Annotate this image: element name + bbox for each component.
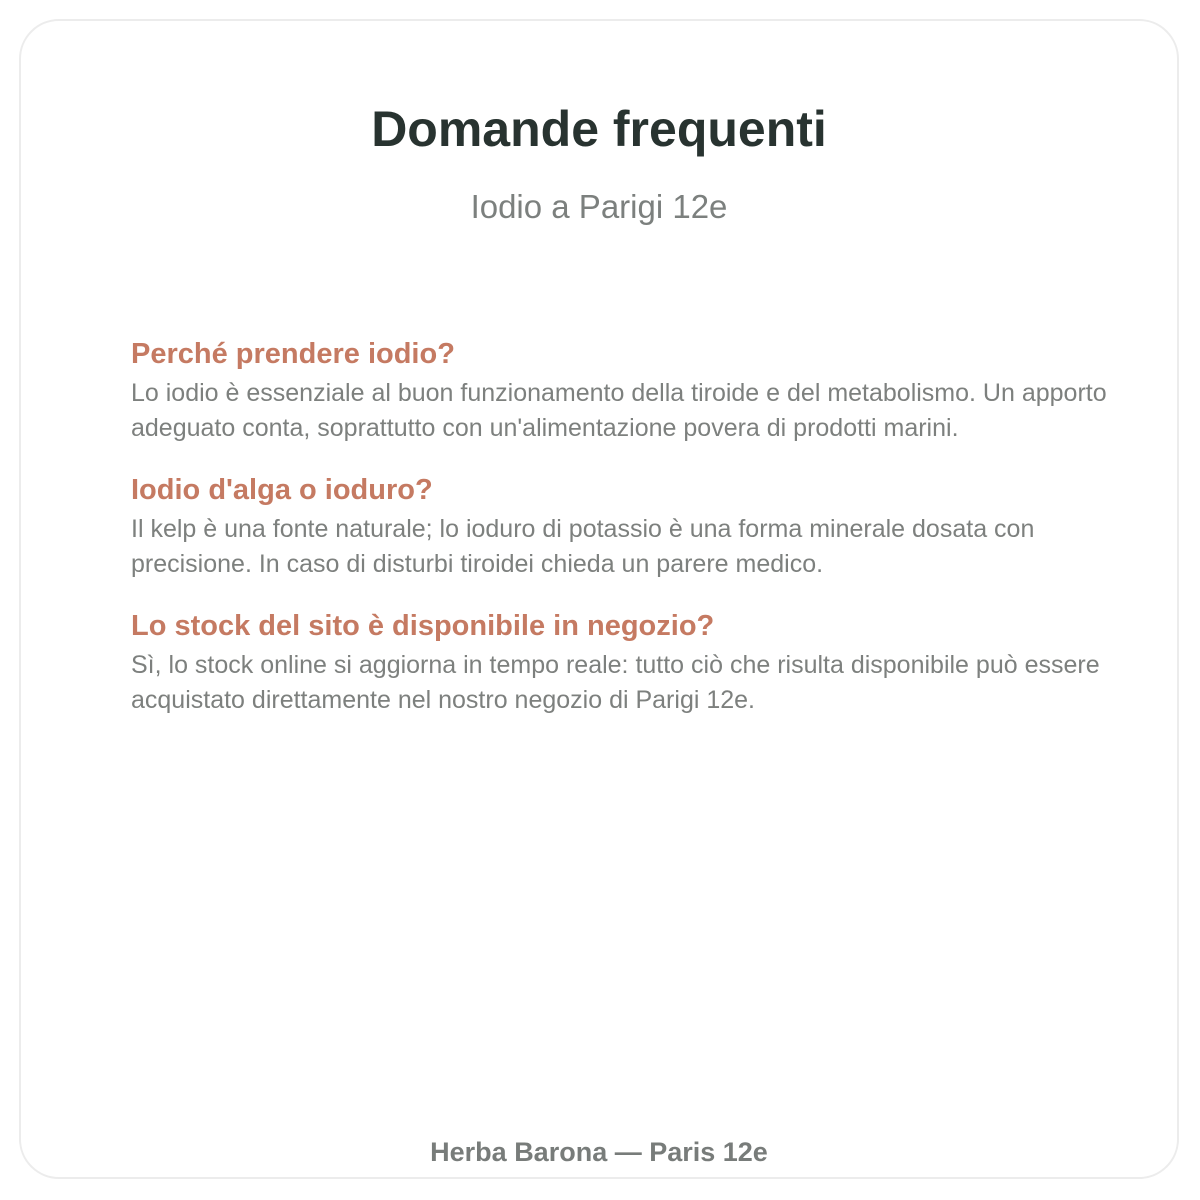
- page-subtitle: Iodio a Parigi 12e: [470, 188, 728, 225]
- faq-card: [19, 19, 1179, 1179]
- faq-answer: Lo iodio è essenziale al buon funzionamento della tiroide e del metabolismo. Un apporto adeguato conta, soprattutto con un'alimentazione povera di prodotti marini.: [131, 379, 1107, 442]
- page-title: Domande frequenti: [371, 101, 827, 157]
- footer-brand: Herba Barona — Paris 12e: [430, 1137, 768, 1167]
- faq-question: Lo stock del sito è disponibile in negozio?: [131, 610, 715, 642]
- faq-list: [131, 336, 1111, 744]
- faq-item: [131, 608, 1111, 718]
- faq-answer: Il kelp è una fonte naturale; lo ioduro di potassio è una forma minerale dosata con precisione. In caso di disturbi tiroidei chieda un parere medico.: [131, 515, 1035, 578]
- faq-item: [131, 472, 1111, 582]
- faq-answer: Sì, lo stock online si aggiorna in tempo reale: tutto ciò che risulta disponibile può essere acquistato direttamente nel nostro negozio di Parigi 12e.: [131, 651, 1100, 714]
- faq-question: Perché prendere iodio?: [131, 338, 455, 370]
- faq-question: Iodio d'alga o ioduro?: [131, 474, 433, 506]
- faq-item: [131, 336, 1111, 446]
